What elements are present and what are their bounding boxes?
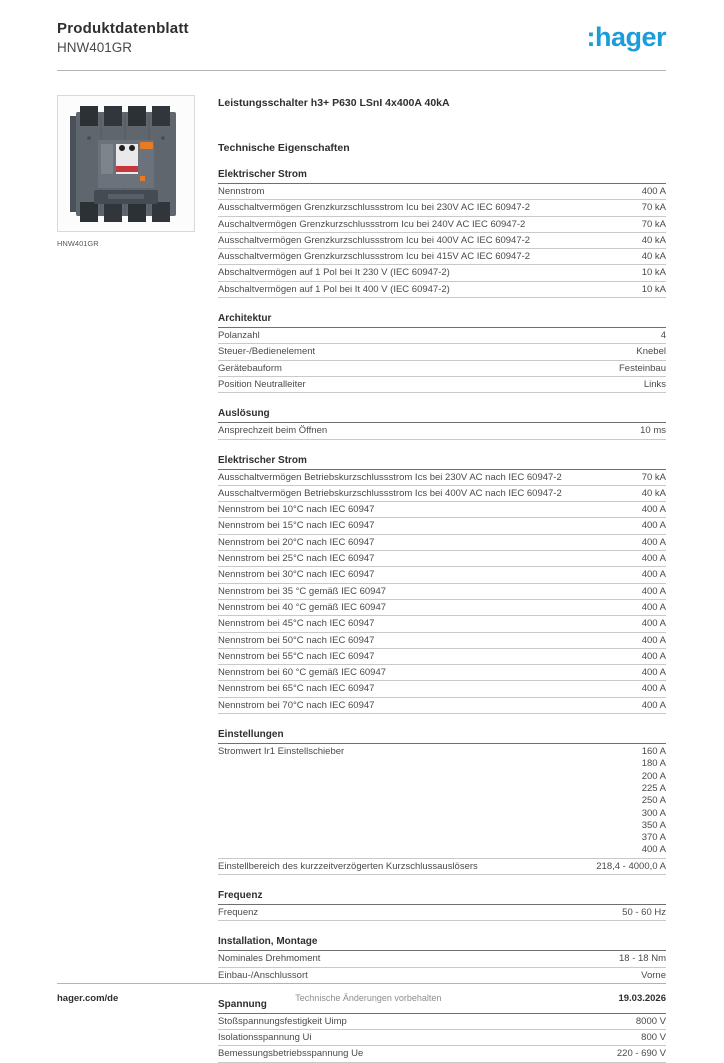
spec-value xyxy=(642,266,666,279)
spec-value-line: 400 A xyxy=(641,683,666,695)
spec-label: Nennstrom bei 40 °C gemäß IEC 60947 xyxy=(218,601,387,613)
spec-value xyxy=(642,568,666,581)
header-divider xyxy=(57,70,666,71)
spec-value xyxy=(642,536,666,549)
spec-row xyxy=(218,744,666,859)
spec-value xyxy=(641,1031,666,1044)
page-title: Produktdatenblatt xyxy=(57,20,189,37)
spec-label: Bemessungsbetriebsspannung Ue xyxy=(218,1048,364,1060)
spec-value xyxy=(642,519,666,532)
spec-row xyxy=(218,584,666,600)
spec-row xyxy=(218,649,666,665)
spec-value-line: 370 A xyxy=(641,832,666,844)
spec-value xyxy=(642,471,666,484)
spec-row xyxy=(218,859,666,875)
spec-row xyxy=(218,233,666,249)
hager-logo: :hager xyxy=(586,22,666,52)
spec-value-line: 70 kA xyxy=(641,202,666,214)
spec-value xyxy=(619,952,666,965)
spec-value-line: 180 A xyxy=(641,758,666,770)
section-title: Elektrischer Strom xyxy=(218,455,666,470)
spec-label: Ausschaltvermögen Betriebskurzschlussstrom Ics bei 230V AC nach IEC 60947-2 xyxy=(218,471,562,483)
footer-date: 19.03.2026 xyxy=(618,993,666,1004)
spec-label: Nennstrom bei 15°C nach IEC 60947 xyxy=(218,520,375,532)
spec-value-line: 400 A xyxy=(641,667,666,679)
spec-value-line: 250 A xyxy=(641,795,666,807)
spec-row xyxy=(218,377,666,393)
spec-value xyxy=(636,345,666,358)
spec-label: Nennstrom bei 30°C nach IEC 60947 xyxy=(218,569,375,581)
spec-label: Ansprechzeit beim Öffnen xyxy=(218,425,328,437)
spec-label: Ausschaltvermögen Grenzkurzschlussstrom Icu bei 415V AC IEC 60947-2 xyxy=(218,251,531,263)
spec-label: Stoßspannungsfestigkeit Uimp xyxy=(218,1015,347,1027)
spec-value xyxy=(617,1047,666,1060)
product-image-frame xyxy=(57,95,195,232)
spec-label: Position Neutralleiter xyxy=(218,378,306,390)
spec-column xyxy=(218,95,666,1063)
spec-section xyxy=(218,936,666,984)
spec-row xyxy=(218,282,666,298)
spec-value-line: 8000 V xyxy=(635,1015,666,1027)
spec-row xyxy=(218,361,666,377)
spec-section xyxy=(218,313,666,393)
section-title: Einstellungen xyxy=(218,729,666,744)
spec-row xyxy=(218,665,666,681)
spec-value-line: 400 A xyxy=(641,618,666,630)
spec-label: Auschaltvermögen Grenzkurzschlussstrom Icu bei 240V AC IEC 60947-2 xyxy=(218,218,526,230)
spec-value-line: Knebel xyxy=(636,346,666,358)
spec-value-line: 70 kA xyxy=(641,471,666,483)
spec-value xyxy=(642,585,666,598)
spec-row xyxy=(218,535,666,551)
spec-value-line: 350 A xyxy=(641,819,666,831)
spec-value-line: 400 A xyxy=(641,634,666,646)
spec-value xyxy=(642,745,666,857)
spec-label: Einbau-/Anschlussort xyxy=(218,969,308,981)
spec-row xyxy=(218,486,666,502)
spec-row xyxy=(218,344,666,360)
content-area xyxy=(57,95,666,1063)
spec-value-line: 400 A xyxy=(641,553,666,565)
spec-value xyxy=(596,860,666,873)
spec-row xyxy=(218,200,666,216)
spec-value xyxy=(642,250,666,263)
spec-label: Nennstrom bei 20°C nach IEC 60947 xyxy=(218,536,375,548)
spec-label: Abschaltvermögen auf 1 Pol bei It 400 V (IEC 60947-2) xyxy=(218,283,450,295)
spec-label: Stromwert Ir1 Einstellschieber xyxy=(218,746,345,758)
spec-label: Frequenz xyxy=(218,906,259,918)
spec-label: Nennstrom bei 45°C nach IEC 60947 xyxy=(218,618,375,630)
doc-header-titles xyxy=(57,20,189,55)
spec-row xyxy=(218,633,666,649)
spec-value-line: 10 ms xyxy=(640,425,666,437)
spec-value-line: 18 - 18 Nm xyxy=(619,953,666,965)
spec-value xyxy=(642,283,666,296)
spec-value xyxy=(642,634,666,647)
spec-label: Nennstrom bei 70°C nach IEC 60947 xyxy=(218,699,375,711)
spec-value xyxy=(636,1015,666,1028)
spec-label: Ausschaltvermögen Grenzkurzschlussstrom Icu bei 230V AC IEC 60947-2 xyxy=(218,202,531,214)
spec-row xyxy=(218,423,666,439)
spec-value-line: 4 xyxy=(660,330,666,342)
spec-row xyxy=(218,217,666,233)
spec-value xyxy=(642,218,666,231)
spec-value-line: 400 A xyxy=(641,650,666,662)
spec-value-line: 225 A xyxy=(641,782,666,794)
spec-section xyxy=(218,169,666,298)
spec-row xyxy=(218,1014,666,1030)
spec-label: Nominales Drehmoment xyxy=(218,953,321,965)
spec-label: Abschaltvermögen auf 1 Pol bei It 230 V (IEC 60947-2) xyxy=(218,267,450,279)
section-title: Architektur xyxy=(218,313,666,328)
spec-value-line: 218,4 - 4000,0 A xyxy=(596,860,666,872)
spec-value-line: Links xyxy=(643,378,666,390)
spec-label: Nennstrom bei 25°C nach IEC 60947 xyxy=(218,553,375,565)
product-title: Leistungsschalter h3+ P630 LSnI 4x400A 40kA xyxy=(218,97,450,109)
spec-row xyxy=(218,470,666,486)
spec-value xyxy=(642,650,666,663)
spec-row xyxy=(218,567,666,583)
spec-row xyxy=(218,968,666,984)
spec-value-line: 50 - 60 Hz xyxy=(622,906,666,918)
section-title: Frequenz xyxy=(218,890,666,905)
spec-row xyxy=(218,249,666,265)
spec-value-line: 70 kA xyxy=(641,218,666,230)
spec-value-line: 400 A xyxy=(641,844,666,856)
spec-label: Nennstrom bei 60 °C gemäß IEC 60947 xyxy=(218,667,387,679)
spec-value-line: 10 kA xyxy=(641,283,666,295)
section-title: Installation, Montage xyxy=(218,936,666,951)
section-title: Auslösung xyxy=(218,408,666,423)
spec-label: Nennstrom bei 55°C nach IEC 60947 xyxy=(218,650,375,662)
spec-value xyxy=(641,969,666,982)
spec-section xyxy=(218,408,666,439)
spec-row xyxy=(218,1046,666,1062)
spec-value-line: 400 A xyxy=(641,186,666,197)
spec-label: Nennstrom bei 10°C nach IEC 60947 xyxy=(218,504,375,516)
spec-value-line: Vorne xyxy=(641,969,666,981)
spec-value xyxy=(661,329,666,342)
spec-row xyxy=(218,600,666,616)
doc-footer xyxy=(57,993,666,1004)
spec-section xyxy=(218,890,666,921)
spec-row xyxy=(218,1030,666,1046)
spec-row xyxy=(218,616,666,632)
product-reference: HNW401GR xyxy=(57,40,133,55)
spec-row xyxy=(218,551,666,567)
spec-sections xyxy=(218,169,666,1063)
spec-row xyxy=(218,328,666,344)
spec-section xyxy=(218,729,666,875)
spec-label: Nennstrom bei 65°C nach IEC 60947 xyxy=(218,683,375,695)
spec-value xyxy=(642,682,666,695)
spec-label: Ausschaltvermögen Betriebskurzschlussstrom Ics bei 400V AC nach IEC 60947-2 xyxy=(218,487,562,499)
spec-row xyxy=(218,518,666,534)
spec-value-line: 400 A xyxy=(641,504,666,516)
spec-value xyxy=(642,201,666,214)
footer-website-link[interactable]: hager.com/de xyxy=(57,993,119,1004)
spec-label: Einstellbereich des kurzzeitverzögerten Kurzschlussauslösers xyxy=(218,860,478,872)
spec-value-line: 10 kA xyxy=(641,267,666,279)
product-image-caption: HNW401GR xyxy=(57,239,99,248)
spec-value-line: 220 - 690 V xyxy=(616,1048,666,1060)
spec-value xyxy=(644,378,666,391)
spec-label: Nennstrom xyxy=(218,186,265,197)
spec-value-line: 400 A xyxy=(641,569,666,581)
spec-row xyxy=(218,502,666,518)
spec-value-line: 400 A xyxy=(641,520,666,532)
spec-value-line: 300 A xyxy=(641,807,666,819)
doc-header xyxy=(57,20,666,55)
spec-value-line: 400 A xyxy=(641,699,666,711)
spec-value xyxy=(642,503,666,516)
spec-value xyxy=(642,185,666,198)
spec-value xyxy=(640,424,666,437)
product-image-column xyxy=(57,95,195,1063)
spec-row xyxy=(218,698,666,714)
spec-value xyxy=(642,666,666,679)
spec-label: Ausschaltvermögen Grenzkurzschlussstrom Icu bei 400V AC IEC 60947-2 xyxy=(218,234,531,246)
spec-value xyxy=(622,906,666,919)
spec-label: Polanzahl xyxy=(218,330,260,342)
spec-section xyxy=(218,455,666,714)
spec-value xyxy=(642,487,666,500)
spec-row xyxy=(218,184,666,200)
footer-divider xyxy=(57,983,666,984)
spec-row xyxy=(218,905,666,921)
section-title: Spannung xyxy=(218,999,666,1014)
spec-value-line: Festeinbau xyxy=(618,362,666,374)
spec-value-line: 40 kA xyxy=(641,251,666,263)
spec-value-line: 400 A xyxy=(641,601,666,613)
spec-value xyxy=(642,234,666,247)
spec-value xyxy=(642,552,666,565)
spec-value-line: 400 A xyxy=(641,585,666,597)
circuit-breaker-image xyxy=(64,102,188,226)
spec-value-line: 160 A xyxy=(641,746,666,758)
spec-label: Steuer-/Bedienelement xyxy=(218,346,316,358)
spec-label: Nennstrom bei 50°C nach IEC 60947 xyxy=(218,634,375,646)
spec-row xyxy=(218,265,666,281)
footer-disclaimer: Technische Änderungen vorbehalten xyxy=(295,993,442,1003)
spec-value-line: 200 A xyxy=(641,770,666,782)
spec-row xyxy=(218,951,666,967)
spec-label: Gerätebauform xyxy=(218,362,282,374)
spec-label: Nennstrom bei 35 °C gemäß IEC 60947 xyxy=(218,585,387,597)
spec-value xyxy=(642,617,666,630)
spec-label: Isolationsspannung Ui xyxy=(218,1032,312,1044)
spec-value-line: 400 A xyxy=(641,536,666,548)
tech-properties-heading: Technische Eigenschaften xyxy=(218,142,350,154)
spec-value-line: 40 kA xyxy=(641,487,666,499)
spec-value xyxy=(619,362,666,375)
spec-value-line: 40 kA xyxy=(641,234,666,246)
spec-value xyxy=(642,601,666,614)
spec-value-line: 800 V xyxy=(641,1032,666,1044)
section-title: Elektrischer Strom xyxy=(218,169,666,184)
spec-section xyxy=(218,999,666,1063)
spec-value xyxy=(642,699,666,712)
spec-row xyxy=(218,681,666,697)
